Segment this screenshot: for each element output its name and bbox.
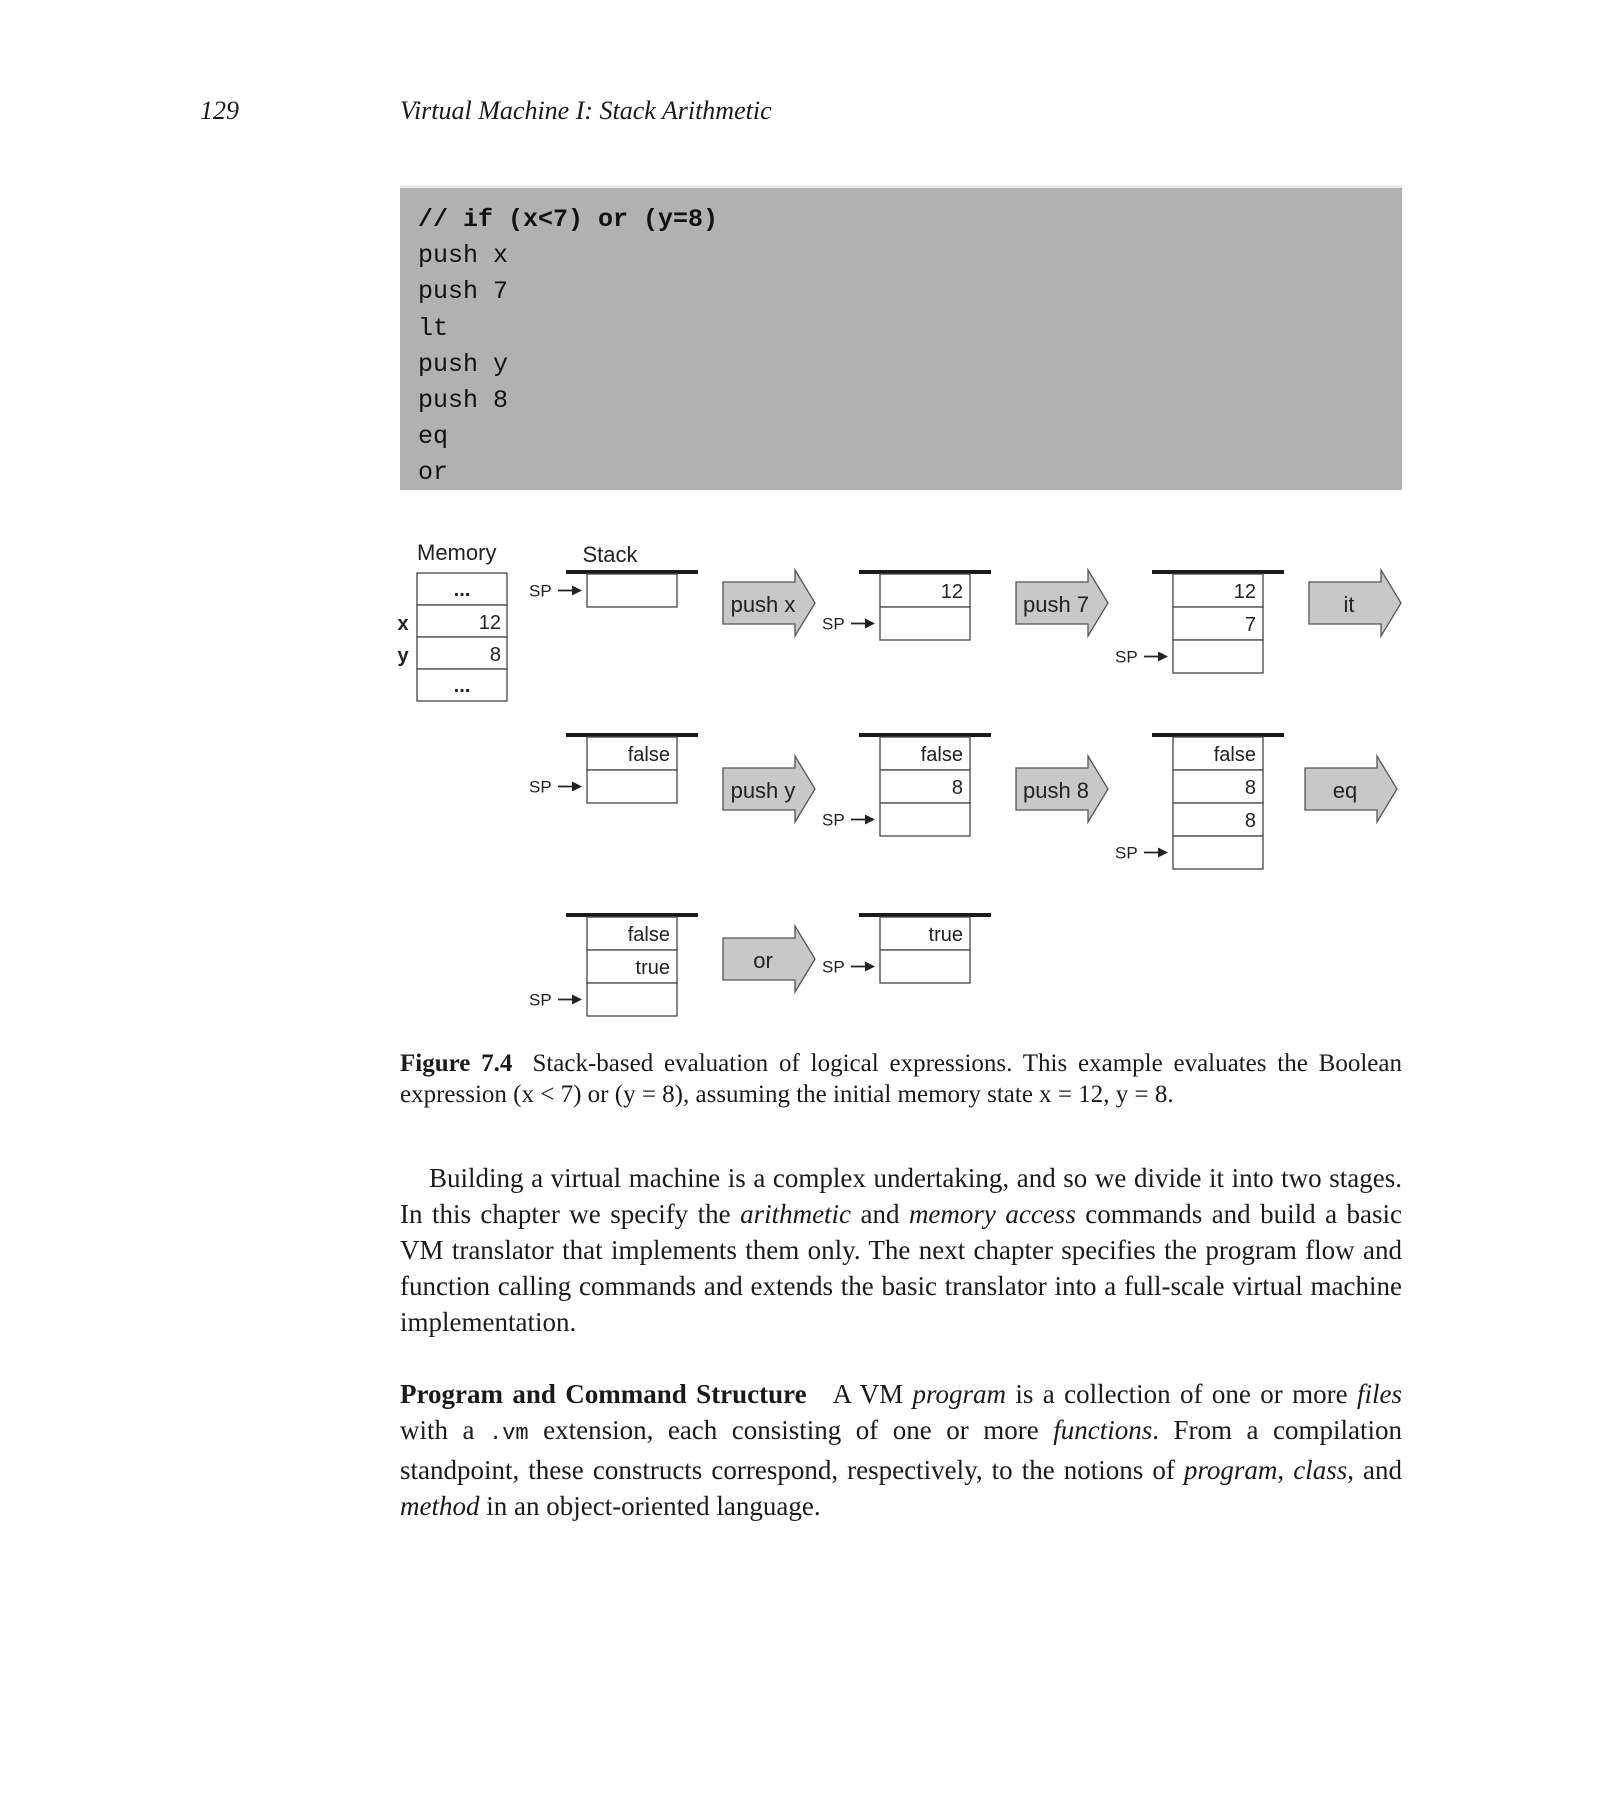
memory-label-x: x — [397, 613, 409, 635]
op-arrow — [723, 756, 815, 822]
emphasis: program — [1183, 1455, 1278, 1485]
stack-value: 7 — [1244, 614, 1256, 636]
memory-value-y: 8 — [489, 644, 501, 666]
code-line: // if (x<7) or (y=8) — [418, 205, 719, 234]
memory-ellipsis: ... — [453, 675, 471, 697]
memory-column — [397, 573, 507, 701]
body-paragraph — [400, 1376, 1402, 1524]
memory-ellipsis: ... — [453, 579, 471, 601]
sp-label: SP — [822, 810, 845, 830]
stack-cell — [880, 950, 970, 983]
inline-code: .vm — [489, 1421, 529, 1446]
stack-cell — [587, 770, 677, 803]
memory-value-x: 12 — [478, 612, 501, 634]
code-line: eq — [418, 422, 449, 452]
stack-state — [822, 735, 991, 836]
caption-text: Stack-based evaluation of logical expressions. This example evaluates the Boolean expression (x < 7) or (y = 8), assuming the initial memory state x = 12, y = 8. — [400, 1050, 1402, 1108]
text-run: is a collection of one or more — [1005, 1379, 1357, 1409]
op-label: or — [753, 948, 773, 973]
stack-value: false — [1213, 744, 1256, 766]
run-in-heading: Program and Command Structure — [400, 1379, 807, 1409]
op-arrow — [1309, 570, 1401, 636]
stack-state — [529, 572, 698, 607]
text-run: in an object-oriented language. — [479, 1491, 821, 1521]
op-label: push y — [730, 778, 796, 803]
op-arrow — [723, 570, 815, 636]
figure-label: Figure 7.4 — [400, 1050, 513, 1077]
text-run: with a — [400, 1415, 489, 1445]
sp-label: SP — [822, 957, 845, 977]
sp-label: SP — [822, 614, 845, 634]
stack-cell — [880, 803, 970, 836]
stack-title: Stack — [582, 542, 638, 567]
emphasis: arithmetic — [740, 1199, 852, 1229]
stack-state — [822, 915, 991, 983]
stack-cell — [1173, 640, 1263, 673]
op-label: push 8 — [1022, 778, 1090, 803]
sp-label: SP — [1115, 647, 1138, 667]
stack-value: true — [928, 924, 963, 946]
stack-value: 12 — [1233, 581, 1256, 603]
sp-label: SP — [529, 990, 552, 1010]
text-run: and — [851, 1199, 909, 1229]
text-run: extension, each consisting of one or more — [528, 1415, 1054, 1445]
stack-value: 8 — [1244, 777, 1256, 799]
page-number: 129 — [200, 96, 239, 125]
text-run: commands and build a basic VM translator that implements them only. The next chapter specifies the program flow and function calling commands and extends the basic translator into a full-scale virtual machine implementation. — [400, 1199, 1402, 1337]
memory-label-y: y — [397, 645, 409, 667]
sp-label: SP — [529, 581, 552, 601]
emphasis: functions — [1053, 1415, 1153, 1445]
emphasis: memory access — [908, 1199, 1076, 1229]
stack-value: false — [920, 744, 963, 766]
sp-label: SP — [1115, 843, 1138, 863]
stack-value: false — [627, 924, 670, 946]
stack-diagram — [380, 530, 1410, 1030]
emphasis: program — [912, 1379, 1006, 1409]
stack-value: false — [627, 744, 670, 766]
op-label: it — [1343, 592, 1355, 617]
stack-cell — [880, 607, 970, 640]
op-label: push x — [730, 592, 796, 617]
figure-caption — [400, 1048, 1402, 1110]
emphasis: class — [1293, 1455, 1348, 1485]
op-label: eq — [1332, 778, 1358, 803]
stack-value: 8 — [1244, 810, 1256, 832]
text-run: , and — [1347, 1455, 1402, 1485]
stack-cell — [587, 983, 677, 1016]
code-line: push 7 — [418, 277, 509, 307]
running-title: Virtual Machine I: Stack Arithmetic — [400, 96, 772, 125]
code-line: push 8 — [418, 386, 509, 416]
text-run: A VM — [832, 1379, 913, 1409]
stack-value: 12 — [940, 581, 963, 603]
stack-state — [822, 572, 991, 640]
op-arrow — [1016, 756, 1108, 822]
code-line: lt — [418, 313, 449, 343]
stack-state — [1115, 735, 1284, 869]
text-run: , — [1277, 1455, 1294, 1485]
op-arrow — [723, 926, 815, 992]
stack-state — [529, 915, 698, 1016]
emphasis: files — [1356, 1379, 1402, 1409]
stack-cell — [1173, 836, 1263, 869]
stack-state — [1115, 572, 1284, 673]
stack-value: true — [635, 957, 670, 979]
op-arrow — [1305, 756, 1397, 822]
stack-state — [529, 735, 698, 803]
code-listing — [400, 185, 1402, 490]
op-label: push 7 — [1022, 592, 1090, 617]
text-run: Building a virtual machine is a complex undertaking, and so we divide it into two stages. In this chapter we specify the — [400, 1163, 1402, 1229]
body-paragraph — [400, 1160, 1402, 1340]
code-line: push x — [418, 241, 509, 271]
op-arrow — [1016, 570, 1108, 636]
code-line: push y — [418, 349, 509, 379]
emphasis: method — [400, 1491, 480, 1521]
sp-label: SP — [529, 777, 552, 797]
memory-title: Memory — [417, 540, 497, 565]
code-line: or — [418, 458, 449, 488]
text-run: . From a compilation standpoint, these constructs correspond, respectively, to the notions of — [400, 1415, 1402, 1485]
stack-value: 8 — [951, 777, 963, 799]
stack-cell — [587, 574, 677, 607]
